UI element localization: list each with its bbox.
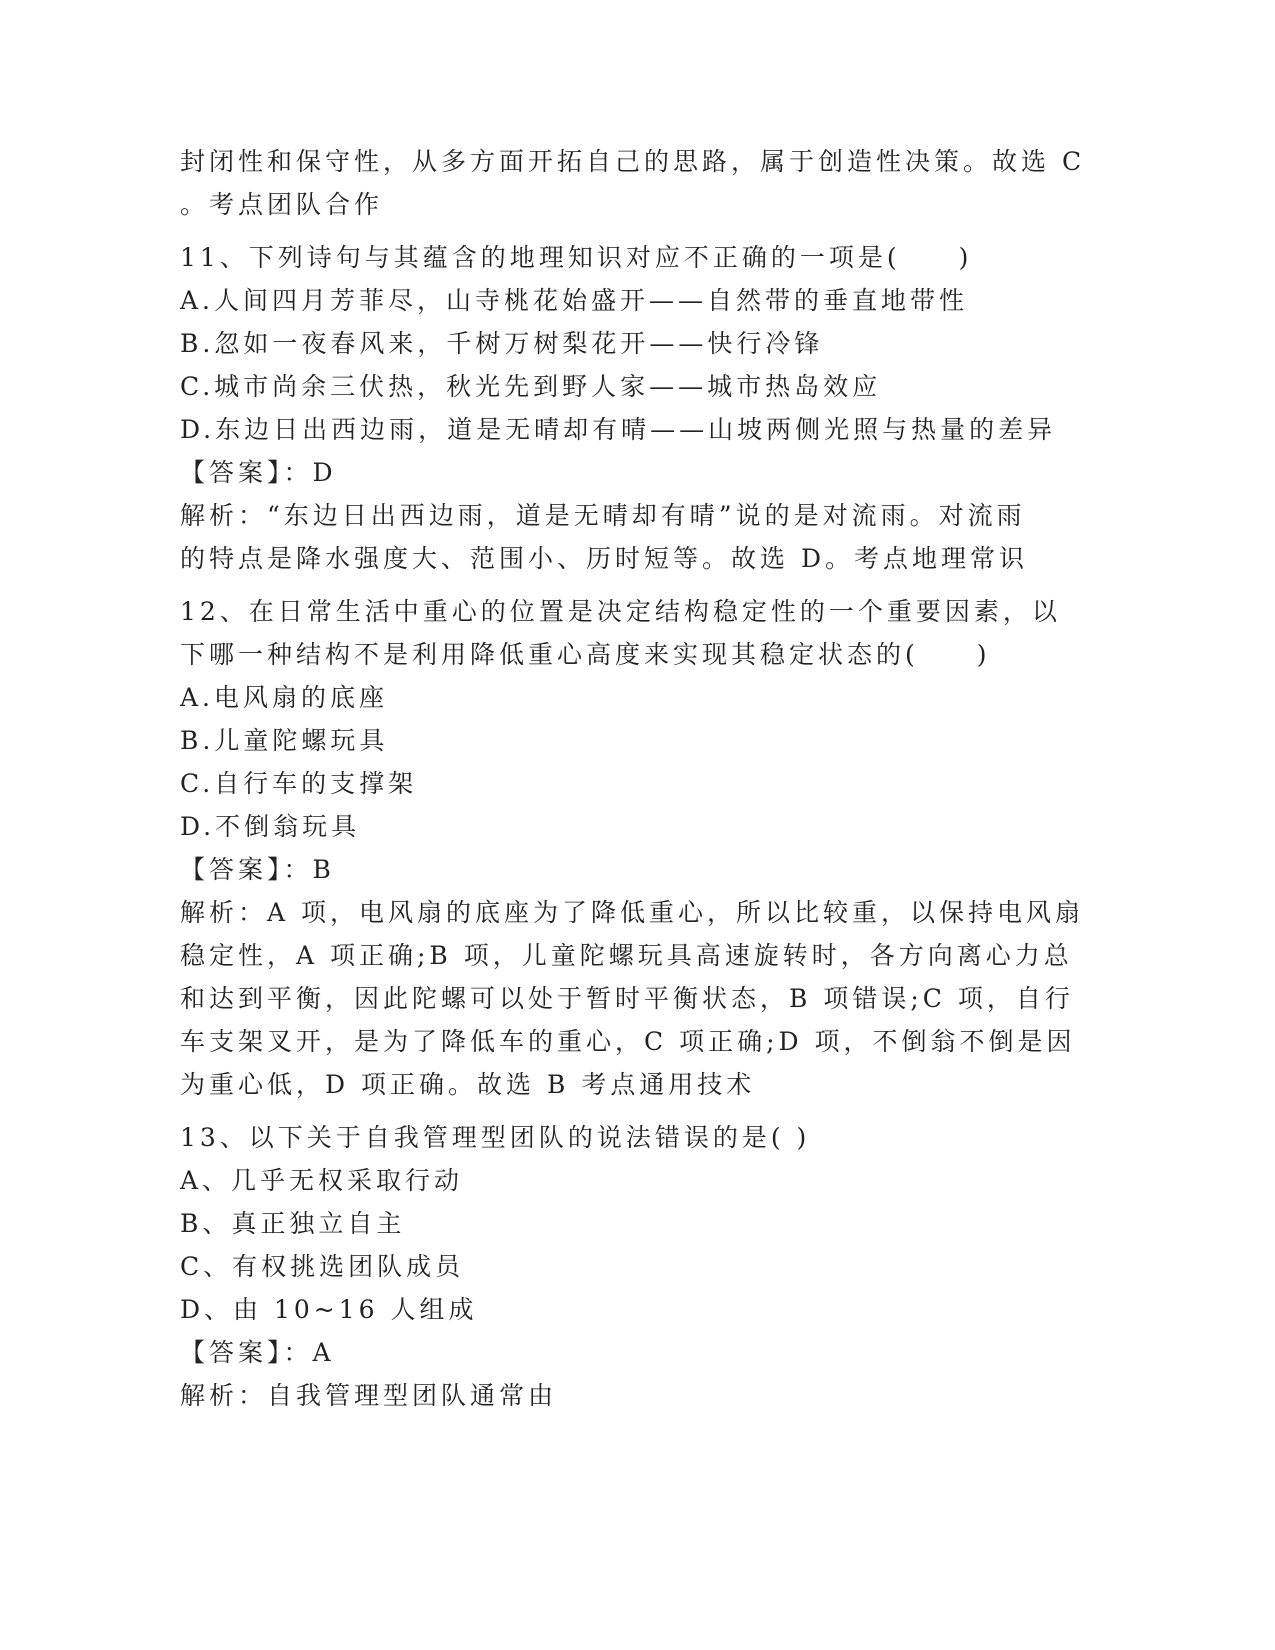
question-13 [180,1116,1080,1417]
analysis-line: 解析：“东边日出西边雨，道是无晴却有晴”说的是对流雨。对流雨 [180,501,1026,530]
answer: 【答案】：D [180,458,337,487]
option-d: D.东边日出西边雨，道是无晴却有晴——山坡两侧光照与热量的差异 [180,415,1057,444]
option-c: C、有权挑选团队成员 [180,1252,465,1281]
option-d: D.不倒翁玩具 [180,812,361,841]
analysis-line: 。考点团队合作 [180,190,384,219]
analysis-line: 为重心低，D 项正确。故选 B 考点通用技术 [180,1070,756,1099]
analysis-line: 解析：A 项，电风扇的底座为了降低重心，所以比较重，以保持电风扇 [180,898,1085,927]
analysis-line: 车支架叉开，是为了降低车的重心，C 项正确;D 项，不倒翁不倒是因 [180,1027,1076,1056]
answer: 【答案】：A [180,1338,335,1367]
analysis-line: 和达到平衡，因此陀螺可以处于暂时平衡状态，B 项错误;C 项，自行 [180,984,1074,1013]
analysis-line: 稳定性，A 项正确;B 项，儿童陀螺玩具高速旋转时，各方向离心力总 [180,941,1073,970]
option-b: B.儿童陀螺玩具 [180,726,389,755]
option-a: A.人间四月芳菲尽，山寺桃花始盛开——自然带的垂直地带性 [180,286,969,315]
answer: 【答案】：B [180,855,335,884]
previous-analysis [180,140,1086,226]
option-a: A、几乎无权采取行动 [180,1166,464,1195]
question-stem: 下哪一种结构不是利用降低重心高度来实现其稳定状态的( ) [180,640,991,669]
option-b: B.忽如一夜春风来，千树万树梨花开——快行冷锋 [180,329,824,358]
question-stem: 13、以下关于自我管理型团队的说法错误的是( ) [180,1123,811,1152]
question-11 [180,236,1080,580]
question-12 [180,590,1085,1106]
option-b: B、真正独立自主 [180,1209,406,1238]
analysis-line: 封闭性和保守性，从多方面开拓自己的思路，属于创造性决策。故选 C [180,147,1086,176]
option-d: D、由 10~16 人组成 [180,1295,478,1324]
option-c: C.城市尚余三伏热，秋光先到野人家——城市热岛效应 [180,372,882,401]
analysis-line: 的特点是降水强度大、范围小、历时短等。故选 D。考点地理常识 [180,544,1028,573]
question-stem: 12、在日常生活中重心的位置是决定结构稳定性的一个重要因素，以 [180,597,1061,626]
option-a: A.电风扇的底座 [180,683,389,712]
question-stem: 11、下列诗句与其蕴含的地理知识对应不正确的一项是( ) [180,243,973,272]
option-c: C.自行车的支撑架 [180,769,418,798]
analysis-line: 解析：自我管理型团队通常由 [180,1381,558,1410]
document-page [180,140,1086,1417]
